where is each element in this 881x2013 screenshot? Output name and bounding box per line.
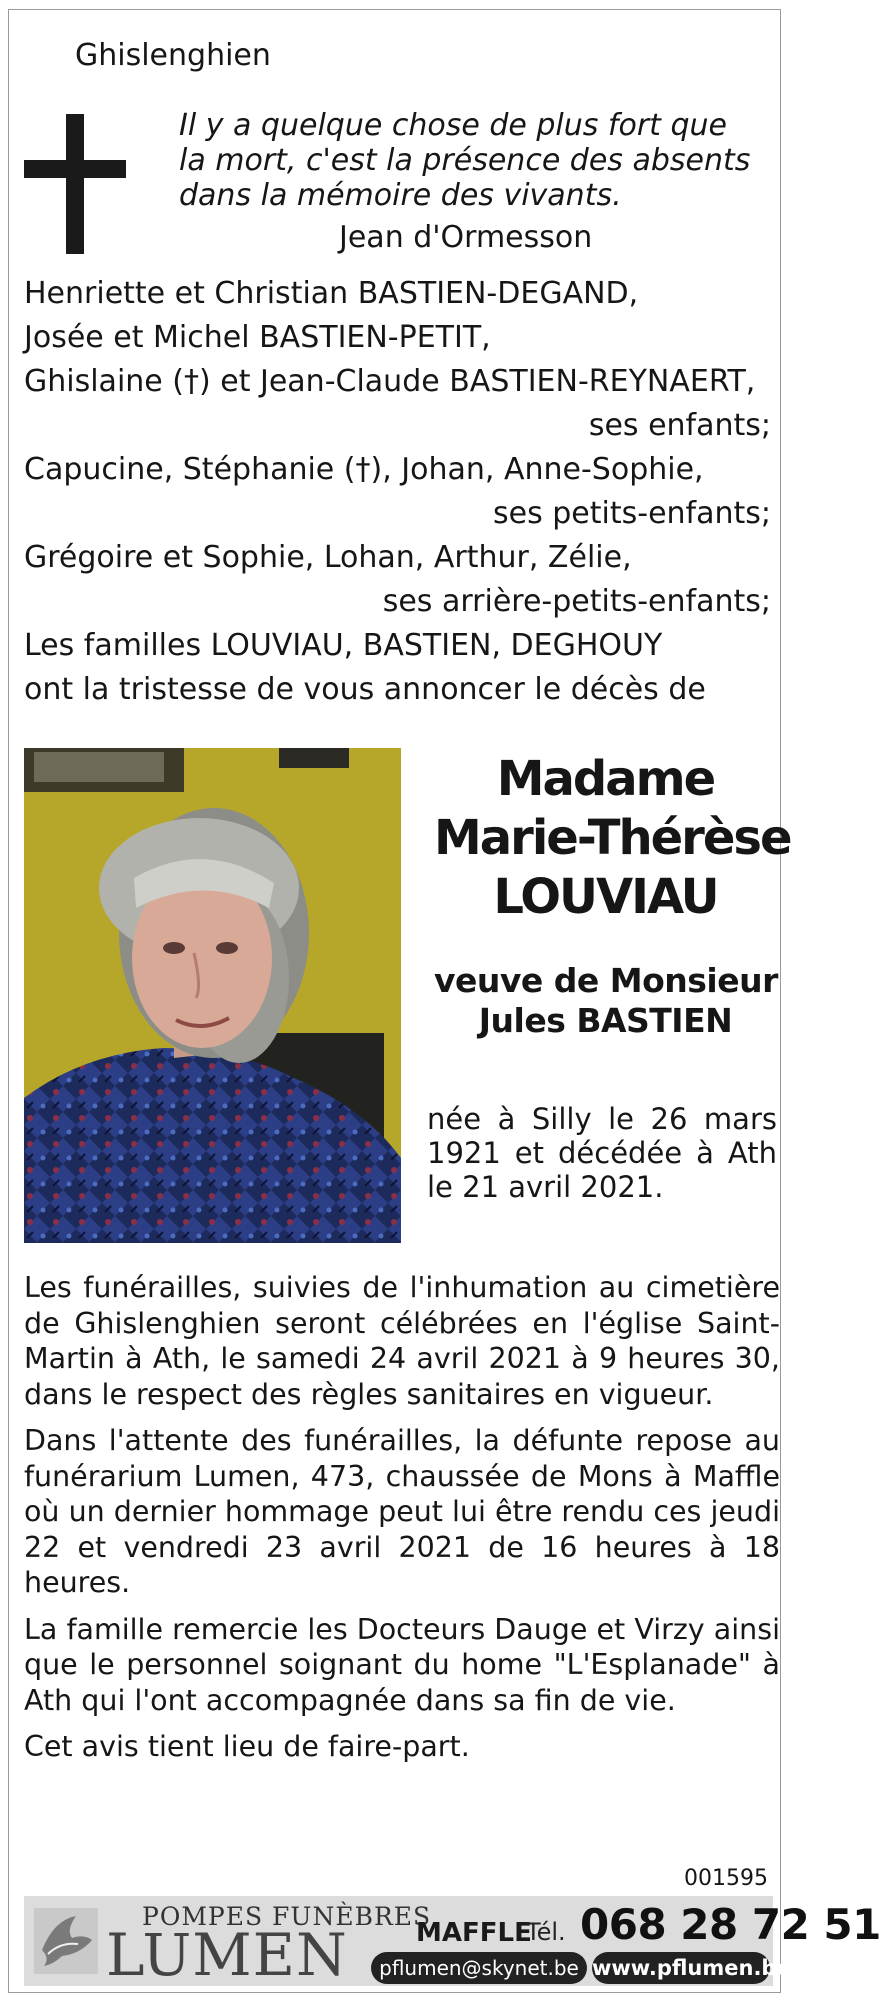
email-link[interactable]: pflumen@skynet.be: [371, 1952, 587, 1984]
phone-label: Tél.: [526, 1918, 566, 1946]
deceased-name-block: [434, 750, 791, 1041]
thanks-paragraph: La famille remercie les Docteurs Dauge et Virzy ainsi que le personnel soignant du home "L'Esplanade" à Ath qui l'ont accompagnée dans sa fin de vie.: [24, 1612, 780, 1717]
family-line: Josée et Michel BASTIEN-PETIT,: [24, 320, 491, 355]
family-line: Les familles LOUVIAU, BASTIEN, DEGHOUY: [24, 628, 663, 663]
visitation-paragraph: Dans l'attente des funérailles, la défunte repose au funérarium Lumen, 473, chaussée de Mons à Maffle où un dernier hommage peut lui être rendu ces jeudi 22 et vendredi 23 avril 2021 de 16 heures à 18 heures.: [24, 1424, 780, 1599]
family-list: [24, 272, 771, 712]
deceased-last-name: LOUVIAU: [493, 869, 718, 925]
closing-paragraph: Cet avis tient lieu de faire-part.: [24, 1730, 470, 1763]
family-line: Henriette et Christian BASTIEN-DEGAND,: [24, 276, 639, 311]
dove-logo-icon: [32, 1904, 100, 1978]
deceased-title: Madame: [496, 751, 715, 807]
funeral-paragraph: Les funérailles, suivies de l'inhumation au cimetière de Ghislenghien seront célébrées en l'église Saint-Martin à Ath, le samedi 24 avril 2021 à 9 heures 30, dans le respect des règles sanitaires en vigueur.: [24, 1271, 780, 1411]
cross-icon: [24, 114, 126, 254]
reference-code: 001595: [684, 1866, 768, 1891]
relation-label: ses arrière-petits-enfants;: [382, 584, 771, 619]
quote-line: la mort, c'est la présence des absents: [179, 143, 751, 178]
obituary-notice: [8, 9, 881, 1993]
deceased-first-name: Marie-Thérèse: [434, 810, 791, 866]
relation-label: ses enfants;: [588, 408, 771, 443]
notice-body: [24, 1270, 780, 1776]
birth-death-info: née à Silly le 26 mars 1921 et décédée à Ath le 21 avril 2021.: [427, 1102, 777, 1204]
website-link[interactable]: www.pflumen.be: [592, 1952, 770, 1984]
quote-line: dans la mémoire des vivants.: [179, 178, 622, 213]
phone-number[interactable]: 068 28 72 51: [580, 1900, 881, 1949]
family-line: Ghislaine (†) et Jean-Claude BASTIEN-REYNAERT,: [24, 364, 756, 399]
location-heading: Ghislenghien: [75, 38, 271, 73]
quote-author: Jean d'Ormesson: [339, 220, 593, 255]
funeral-home-banner: [24, 1896, 881, 1989]
brand-name: LUMEN: [106, 1921, 348, 1989]
family-line: Capucine, Stéphanie (†), Johan, Anne-Sophie,: [24, 452, 704, 487]
widow-line: veuve de Monsieur: [434, 961, 778, 1000]
announcement-line: ont la tristesse de vous annoncer le décès de: [24, 672, 706, 707]
quote: [179, 108, 779, 213]
brand-tagline: POMPES FUNÈBRES: [142, 1902, 432, 1931]
quote-line: Il y a quelque chose de plus fort que: [179, 108, 727, 143]
family-line: Grégoire et Sophie, Lohan, Arthur, Zélie,: [24, 540, 632, 575]
relation-label: ses petits-enfants;: [493, 496, 771, 531]
portrait-photo: [24, 748, 401, 1243]
spouse-name: Jules BASTIEN: [478, 1001, 733, 1040]
footer-town: MAFFLE: [416, 1918, 532, 1948]
